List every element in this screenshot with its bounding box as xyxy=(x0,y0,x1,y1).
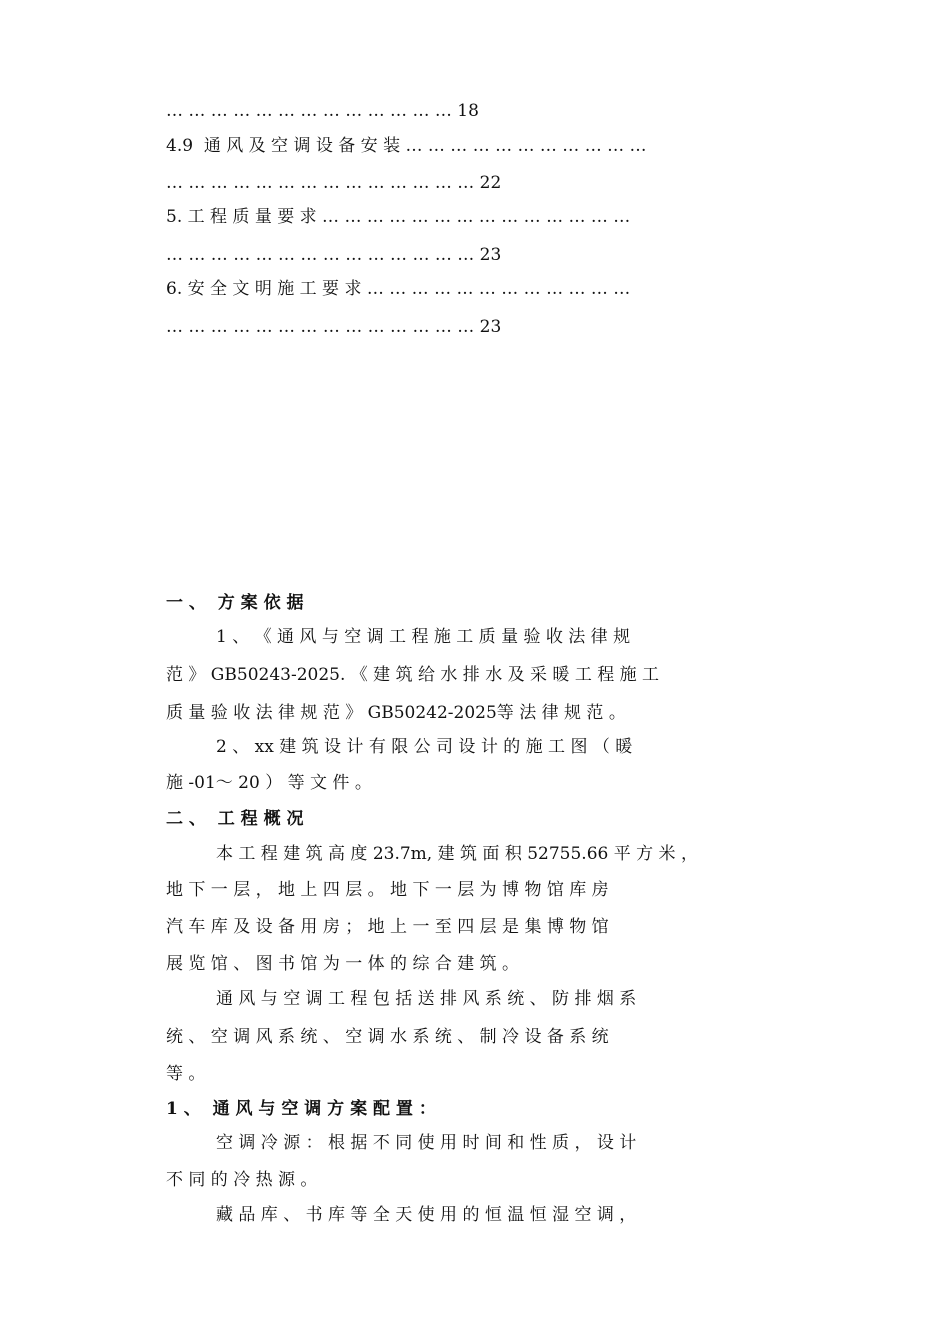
paragraph-line: 通 风 与 空 调 工 程 包 括 送 排 风 系 统 、 防 排 烟 系 xyxy=(216,989,637,1009)
paragraph-line: 施 -01～ 20 ） 等 文 件 。 xyxy=(166,773,372,793)
paragraph-line: 等 。 xyxy=(166,1064,206,1084)
paragraph-line: 2 、 xx 建 筑 设 计 有 限 公 司 设 计 的 施 工 图 （ 暖 xyxy=(216,737,633,757)
paragraph-line: 空 调 冷 源 ： 根 据 不 同 使 用 时 间 和 性 质 ， 设 计 xyxy=(216,1133,637,1153)
paragraph-line: 统 、 空 调 风 系 统 、 空 调 水 系 统 、 制 冷 设 备 系 统 xyxy=(166,1027,609,1047)
paragraph-line: 范 》 GB50243-2025. 《 建 筑 给 水 排 水 及 采 暖 工 程 施 工 xyxy=(166,665,660,685)
paragraph-line: 1 、 《 通 风 与 空 调 工 程 施 工 质 量 验 收 法 律 规 xyxy=(216,627,631,647)
toc-entry-5: 5. 工 程 质 量 要 求 … … … … … … … … … … … … … … xyxy=(166,207,631,227)
toc-entry-6: 6. 安 全 文 明 施 工 要 求 … … … … … … … … … … … … xyxy=(166,279,631,299)
toc-line: … … … … … … … … … … … … … … 23 xyxy=(166,245,502,265)
toc-line: … … … … … … … … … … … … … 18 xyxy=(166,101,479,121)
paragraph-line: 藏 品 库 、 书 库 等 全 天 使 用 的 恒 温 恒 湿 空 调 ， xyxy=(216,1205,637,1225)
paragraph-line: 质 量 验 收 法 律 规 范 》 GB50242-2025等 法 律 规 范 。 xyxy=(166,703,626,723)
section-heading-2: 二 、 工 程 概 况 xyxy=(166,809,304,829)
paragraph-line: 地 下 一 层 ， 地 上 四 层 。 地 下 一 层 为 博 物 馆 库 房 xyxy=(166,880,609,900)
paragraph-line: 不 同 的 冷 热 源 。 xyxy=(166,1170,318,1190)
paragraph-line: 汽 车 库 及 设 备 用 房 ； 地 上 一 至 四 层 是 集 博 物 馆 xyxy=(166,917,609,937)
paragraph-line: 本 工 程 建 筑 高 度 23.7m, 建 筑 面 积 52755.66 平 方 米 ， xyxy=(216,844,698,864)
section-heading-1: 一 、 方 案 依 据 xyxy=(166,593,304,613)
subsection-heading: 1 、 通 风 与 空 调 方 案 配 置 ： xyxy=(166,1099,436,1119)
toc-entry-4-9: 4.9 通 风 及 空 调 设 备 安 装 … … … … … … … … … … … xyxy=(166,136,647,156)
toc-line: … … … … … … … … … … … … … … 22 xyxy=(166,173,502,193)
paragraph-line: 展 览 馆 、 图 书 馆 为 一 体 的 综 合 建 筑 。 xyxy=(166,954,520,974)
toc-line: … … … … … … … … … … … … … … 23 xyxy=(166,317,502,337)
